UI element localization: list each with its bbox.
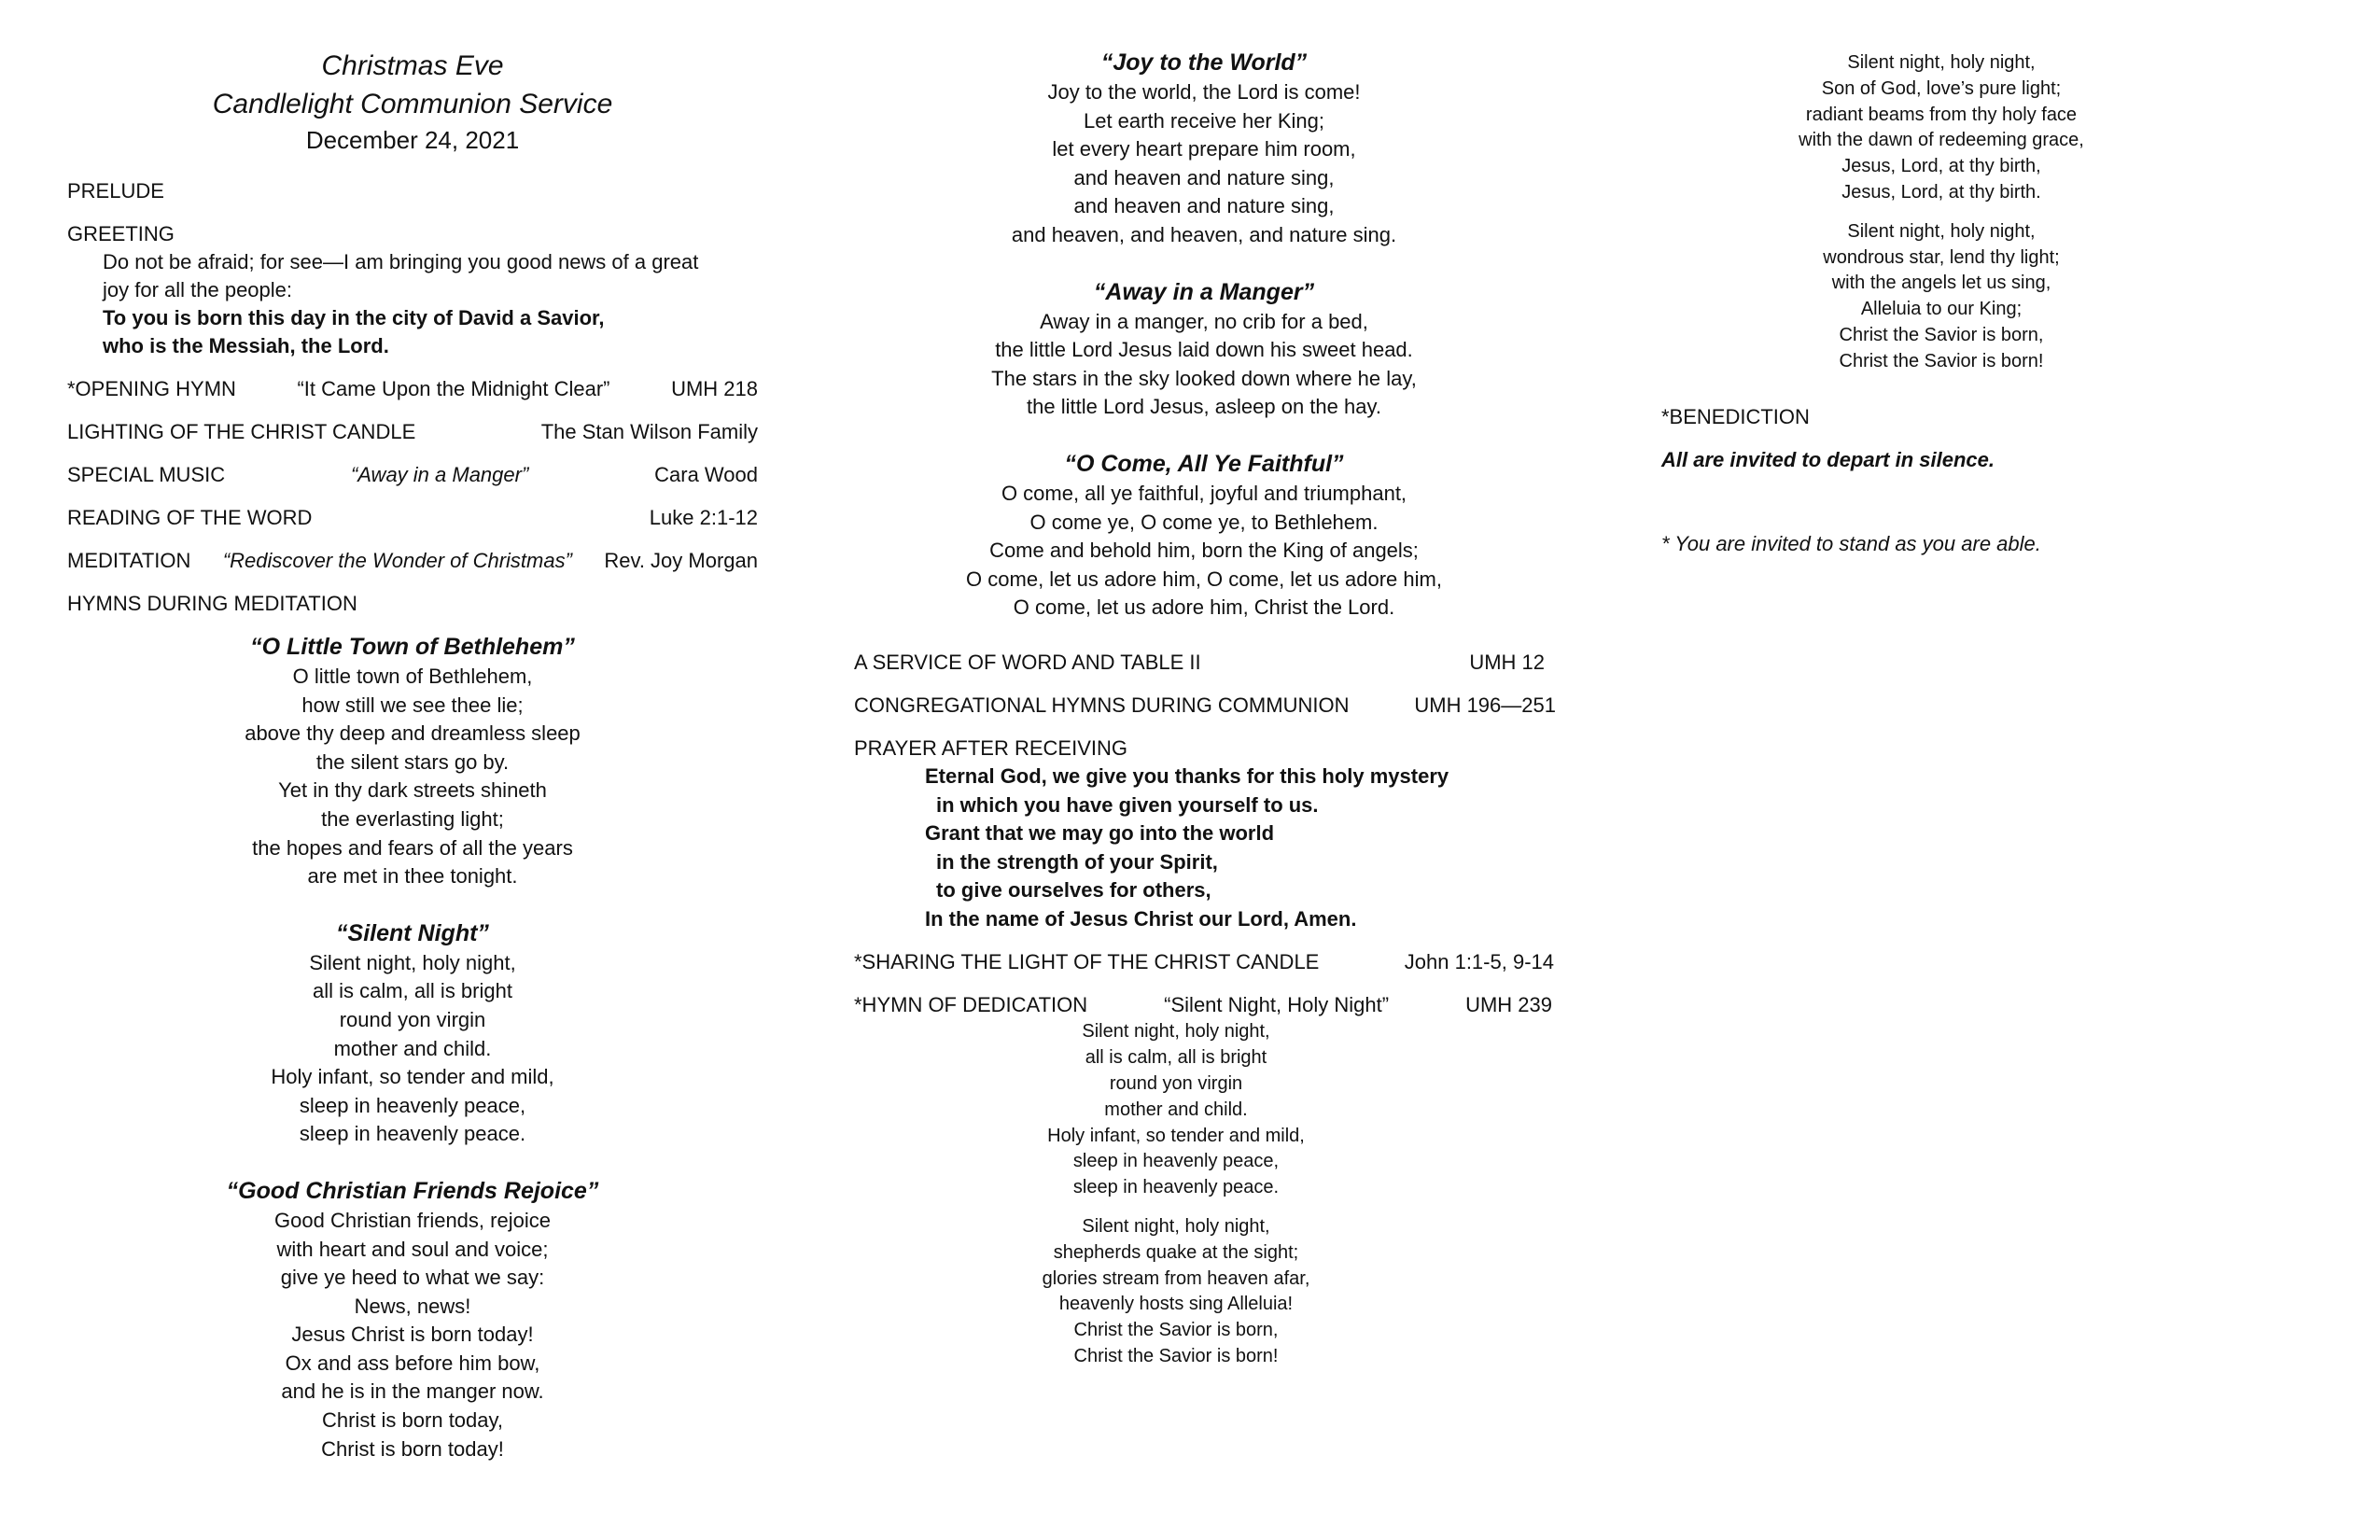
hymn-verse (1661, 219, 2221, 375)
prayer-text (854, 763, 1554, 934)
order-item-reference: Rev. Joy Morgan (604, 549, 758, 572)
lyric-line: Away in a manger, no crib for a bed, (1040, 309, 1368, 333)
lyric-line: with the angels let us sing, (1831, 273, 2051, 294)
order-item-reference: UMH 12 (1469, 650, 1545, 674)
lyric-line: O come, let us adore him, O come, let us adore him, (966, 567, 1442, 591)
lyric-line: Joy to the world, the Lord is come! (1047, 80, 1361, 104)
lyric-line: Jesus, Lord, at thy birth, (1841, 156, 2041, 177)
greeting-response-1: To you is born this day in the city of David a Savior, (103, 306, 605, 329)
lyric-line: sleep in heavenly peace. (299, 1122, 526, 1146)
prayer-line: in which you have given yourself to us. (936, 792, 1319, 817)
lyric-line: and heaven and nature sing, (1073, 194, 1335, 218)
lyric-line: Christ is born today! (321, 1436, 504, 1461)
hymn-title: “Joy to the World” (1100, 49, 1308, 76)
column-2 (854, 47, 1554, 1370)
lyric-line: the everlasting light; (321, 806, 504, 831)
lyric-line: with the dawn of redeeming grace, (1799, 130, 2084, 151)
order-item-label: MEDITATION (67, 549, 191, 572)
order-row-meditation (67, 547, 758, 575)
lyric-line: O come, all ye faithful, joyful and triumphant, (1001, 481, 1407, 505)
lyric-line: Jesus Christ is born today! (291, 1323, 534, 1347)
lyric-line: mother and child. (333, 1036, 492, 1060)
order-row-opening-hymn (67, 375, 758, 403)
hymn-verse (854, 1019, 1498, 1201)
order-item-title: “It Came Upon the Midnight Clear” (297, 377, 610, 400)
lyric-line: above thy deep and dreamless sleep (245, 721, 581, 746)
order-item-reference: UMH 218 (671, 377, 758, 400)
hymn-verse (854, 1214, 1498, 1370)
lyric-line: sleep in heavenly peace, (1072, 1151, 1280, 1172)
hymns-during-meditation-label: HYMNS DURING MEDITATION (67, 592, 357, 615)
order-item-reference: The Stan Wilson Family (540, 420, 758, 443)
order-item-reference: UMH 239 (1465, 993, 1552, 1017)
lyric-line: Holy infant, so tender and mild, (1047, 1125, 1305, 1146)
order-item-reference: John 1:1-5, 9-14 (1404, 950, 1554, 974)
lyric-line: Silent night, holy night, (1082, 1216, 1270, 1238)
lyric-line: sleep in heavenly peace, (299, 1093, 526, 1117)
hymn-verse (1661, 50, 2221, 206)
service-subtitle: Candlelight Communion Service (212, 89, 613, 119)
hymn-lyrics (854, 480, 1554, 623)
lyric-line: how still we see thee lie; (301, 693, 524, 717)
lyric-line: heavenly hosts sing Alleluia! (1058, 1294, 1294, 1315)
service-title: Christmas Eve (321, 50, 504, 81)
order-item-label: READING OF THE WORD (67, 506, 313, 529)
lyric-line: and he is in the manger now. (281, 1379, 544, 1404)
prayer-label: PRAYER AFTER RECEIVING (854, 735, 1127, 760)
order-item-label: LIGHTING OF THE CHRIST CANDLE (67, 420, 416, 443)
lyric-line: Jesus, Lord, at thy birth. (1841, 181, 2041, 203)
lyric-line: Christ the Savior is born, (1073, 1320, 1279, 1341)
order-row-special-music (67, 461, 758, 489)
benediction-label: *BENEDICTION (1661, 404, 1810, 428)
lyric-line: Silent night, holy night, (1082, 1021, 1270, 1043)
order-row-reading (67, 504, 758, 532)
hymn-title: “O Little Town of Bethlehem” (250, 634, 575, 660)
lyric-line: Christ the Savior is born! (1839, 350, 2044, 371)
hymn-lyrics (854, 308, 1554, 422)
lyric-line: wondrous star, lend thy light; (1823, 246, 2060, 268)
prayer-line: Eternal God, we give you thanks for this holy mystery (925, 763, 1449, 788)
lyric-line: Yet in thy dark streets shineth (278, 778, 547, 803)
lyric-line: Holy infant, so tender and mild, (271, 1065, 554, 1089)
greeting-response-2: who is the Messiah, the Lord. (103, 334, 389, 357)
lyric-line: Silent night, holy night, (309, 950, 516, 974)
column-1 (67, 47, 758, 1463)
lyric-line: and heaven and nature sing, (1073, 165, 1335, 189)
hymn-title: “Away in a Manger” (1093, 278, 1315, 305)
order-item-label: A SERVICE OF WORD AND TABLE II (854, 650, 1201, 674)
lyric-line: Son of God, love’s pure light; (1821, 77, 2062, 99)
greeting-text-2: joy for all the people: (103, 278, 293, 301)
order-item-label: SPECIAL MUSIC (67, 463, 226, 486)
lyric-line: let every heart prepare him room, (1052, 137, 1356, 161)
greeting-text-1: Do not be afraid; for see—I am bringing you good news of a great (103, 250, 699, 273)
order-row-candle-lighting (67, 418, 758, 446)
order-row-communion-hymns (854, 692, 1556, 720)
lyric-line: give ye heed to what we say: (280, 1266, 545, 1290)
lyric-line: Silent night, holy night, (1847, 220, 2036, 242)
order-item-label: CONGREGATIONAL HYMNS DURING COMMUNION (854, 693, 1350, 717)
prayer-line: Grant that we may go into the world (925, 821, 1275, 846)
hymn-lyrics (854, 78, 1554, 250)
hymn-title: “O Come, All Ye Faithful” (1064, 450, 1344, 477)
order-item-title: “Rediscover the Wonder of Christmas” (222, 549, 572, 572)
lyric-line: shepherds quake at the sight; (1053, 1241, 1299, 1263)
lyric-line: News, news! (354, 1294, 471, 1318)
order-item-title: “Away in a Manger” (350, 463, 529, 486)
order-item-title: “Silent Night, Holy Night” (1164, 993, 1390, 1017)
stand-note: * You are invited to stand as you are able. (1661, 531, 2041, 555)
lyric-line: with heart and soul and voice; (276, 1237, 549, 1261)
order-row-word-and-table (854, 649, 1545, 677)
hymn-lyrics (67, 663, 758, 891)
lyric-line: round yon virgin (1109, 1073, 1243, 1095)
lyric-line: glories stream from heaven afar, (1042, 1267, 1310, 1289)
lyric-line: The stars in the sky looked down where he lay, (991, 366, 1417, 390)
hymn-lyrics (67, 1207, 758, 1463)
order-item-label: *SHARING THE LIGHT OF THE CHRIST CANDLE (854, 950, 1320, 974)
lyric-line: Christ the Savior is born, (1839, 324, 2044, 345)
lyric-line: all is calm, all is bright (313, 979, 512, 1003)
lyric-line: Good Christian friends, rejoice (274, 1208, 551, 1232)
hymn-title: “Good Christian Friends Rejoice” (226, 1177, 599, 1204)
order-item-reference: UMH 196—251 (1414, 693, 1556, 717)
prayer-line: In the name of Jesus Christ our Lord, Amen. (925, 906, 1357, 931)
lyric-line: are met in thee tonight. (307, 864, 518, 889)
prelude-label: PRELUDE (67, 179, 164, 203)
prayer-line: to give ourselves for others, (936, 878, 1211, 903)
lyric-line: and heaven, and heaven, and nature sing. (1011, 222, 1397, 246)
lyric-line: radiant beams from thy holy face (1805, 104, 2078, 125)
lyric-line: the hopes and fears of all the years (252, 835, 573, 860)
lyric-line: Ox and ass before him bow, (285, 1351, 540, 1375)
lyric-line: O come, let us adore him, Christ the Lord. (1013, 595, 1395, 620)
hymn-lyrics (67, 949, 758, 1149)
order-item-label: *HYMN OF DEDICATION (854, 993, 1088, 1017)
order-row-sharing-light (854, 948, 1554, 976)
lyric-line: Christ is born today, (321, 1408, 503, 1433)
prayer-line: in the strength of your Spirit, (936, 849, 1218, 874)
lyric-line: Christ the Savior is born! (1073, 1346, 1279, 1367)
service-date: December 24, 2021 (305, 126, 520, 154)
lyric-line: Alleluia to our King; (1860, 299, 2023, 320)
lyric-line: Let earth receive her King; (1083, 108, 1325, 133)
depart-instruction: All are invited to depart in silence. (1661, 447, 1995, 471)
lyric-line: the little Lord Jesus, asleep on the hay. (1027, 395, 1381, 419)
lyric-line: Silent night, holy night, (1847, 52, 2036, 73)
column-3 (1661, 47, 2315, 558)
lyric-line: O little town of Bethlehem, (292, 665, 533, 688)
lyric-line: mother and child. (1104, 1099, 1248, 1120)
order-row-hymn-of-dedication (854, 991, 1552, 1019)
lyric-line: O come ye, O come ye, to Bethlehem. (1029, 510, 1379, 534)
lyric-line: round yon virgin (339, 1007, 486, 1031)
lyric-line: the silent stars go by. (315, 749, 510, 774)
lyric-line: sleep in heavenly peace. (1072, 1177, 1280, 1198)
order-item-reference: Cara Wood (654, 463, 758, 486)
lyric-line: Come and behold him, born the King of angels; (989, 539, 1419, 563)
lyric-line: the little Lord Jesus laid down his sweet head. (995, 338, 1413, 362)
lyric-line: all is calm, all is bright (1085, 1047, 1267, 1069)
order-item-label: *OPENING HYMN (67, 377, 236, 400)
hymn-title: “Silent Night” (336, 919, 489, 946)
greeting-label: GREETING (67, 222, 175, 245)
order-item-reference: Luke 2:1-12 (649, 506, 758, 529)
